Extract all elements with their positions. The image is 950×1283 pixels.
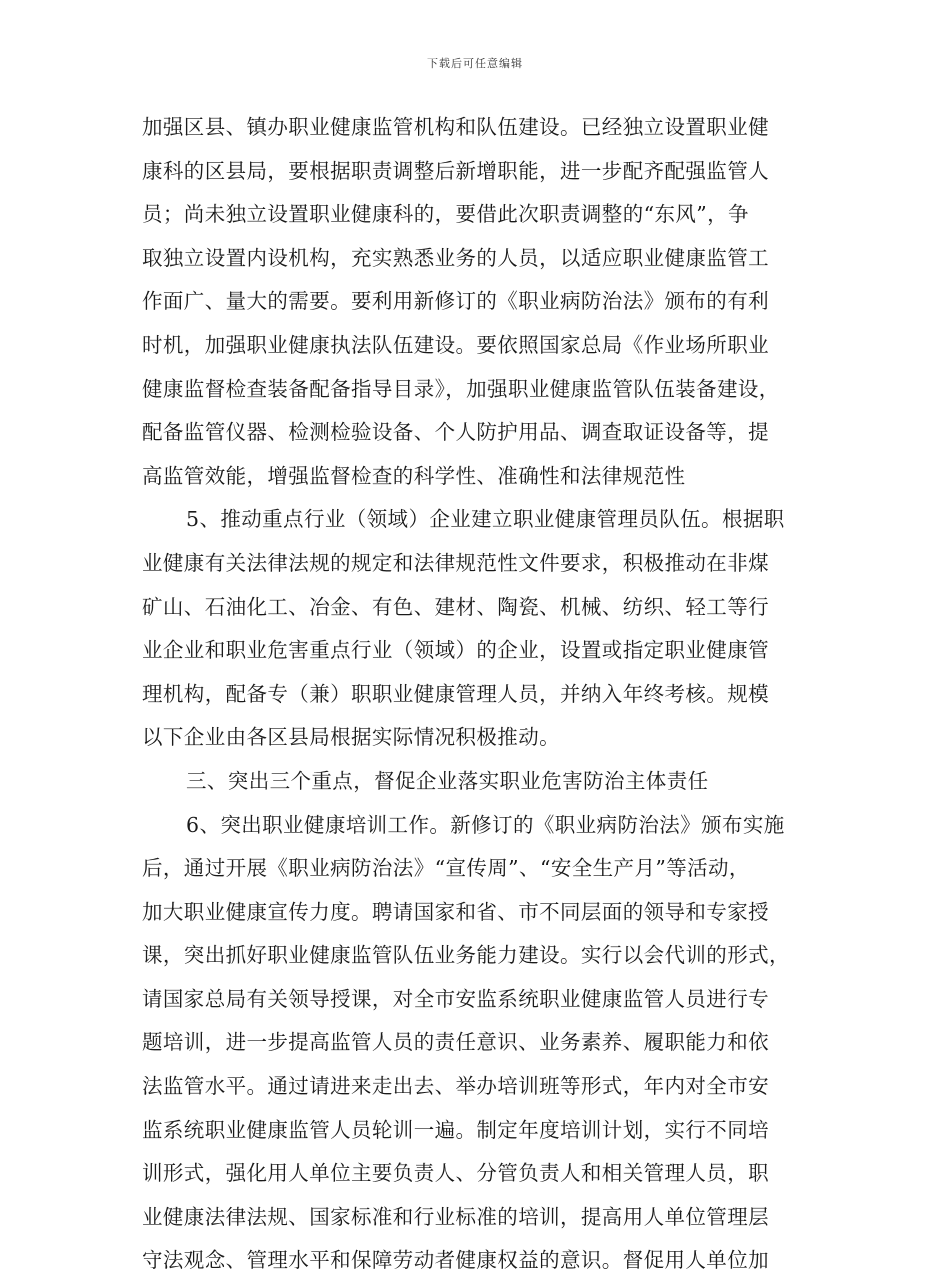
text-line: 理机构，配备专（兼）职职业健康管理人员，并纳入年终考核。规模 (142, 681, 769, 706)
text-line: 作面广、量大的需要。要利用新修订的《职业病防治法》颁布的有利 (142, 289, 769, 314)
text-line: 健康监督检查装备配备指导目录》，加强职业健康监管队伍装备建设， (142, 376, 780, 401)
text-line: 请国家总局有关领导授课，对全市安监系统职业健康监管人员进行专 (142, 986, 769, 1011)
text-line: 监系统职业健康监管人员轮训一遍。制定年度培训计划，实行不同培 (142, 1117, 769, 1142)
text-line: 取独立设置内设机构，充实熟悉业务的人员，以适应职业健康监管工 (142, 245, 769, 270)
text-line: 题培训，进一步提高监管人员的责任意识、业务素养、履职能力和依 (142, 1030, 769, 1055)
text-line: 训形式，强化用人单位主要负责人、分管负责人和相关管理人员，职 (142, 1161, 769, 1186)
page-header: 下载后可任意编辑 (427, 57, 523, 70)
text-line: 业健康有关法律法规的规定和法律规范性文件要求，积极推动在非煤 (142, 550, 769, 575)
text-line: 康科的区县局，要根据职责调整后新增职能，进一步配齐配强监管人 (142, 158, 769, 183)
text-line: 5、推动重点行业（领域）企业建立职业健康管理员队伍。根据职 (186, 507, 785, 532)
text-line: 加大职业健康宣传力度。聘请国家和省、市不同层面的领导和专家授 (142, 899, 769, 924)
text-line: 配备监管仪器、检测检验设备、个人防护用品、调查取证设备等，提 (142, 420, 769, 445)
text-line: 矿山、石油化工、冶金、有色、建材、陶瓷、机械、纺织、轻工等行 (142, 594, 769, 619)
text-line: 后，通过开展《职业病防治法》“宣传周”、“安全生产月”等活动， (142, 856, 750, 881)
text-line: 业企业和职业危害重点行业（领域）的企业，设置或指定职业健康管 (142, 638, 769, 663)
text-line: 业健康法律法规、国家标准和行业标准的培训，提高用人单位管理层 (142, 1204, 769, 1229)
text-line: 员；尚未独立设置职业健康科的，要借此次职责调整的“东风”，争 (142, 202, 749, 227)
text-line: 加强区县、镇办职业健康监管机构和队伍建设。已经独立设置职业健 (142, 115, 769, 139)
text-line: 高监管效能，增强监督检查的科学性、准确性和法律规范性 (142, 463, 686, 488)
text-line: 课，突出抓好职业健康监管队伍业务能力建设。实行以会代训的形式， (142, 943, 790, 968)
text-line: 法监管水平。通过请进来走出去、举办培训班等形式，年内对全市安 (142, 1074, 769, 1099)
text-line: 以下企业由各区县局根据实际情况积极推动。 (142, 725, 560, 750)
text-line: 时机，加强职业健康执法队伍建设。要依照国家总局《作业场所职业 (142, 332, 769, 357)
text-line: 6、突出职业健康培训工作。新修订的《职业病防治法》颁布实施 (186, 812, 785, 837)
document-body (142, 106, 808, 1283)
text-line: 三、突出三个重点，督促企业落实职业危害防治主体责任 (186, 768, 709, 793)
text-line: 守法观念、管理水平和保障劳动者健康权益的意识。督促用人单位加 (142, 1248, 769, 1273)
